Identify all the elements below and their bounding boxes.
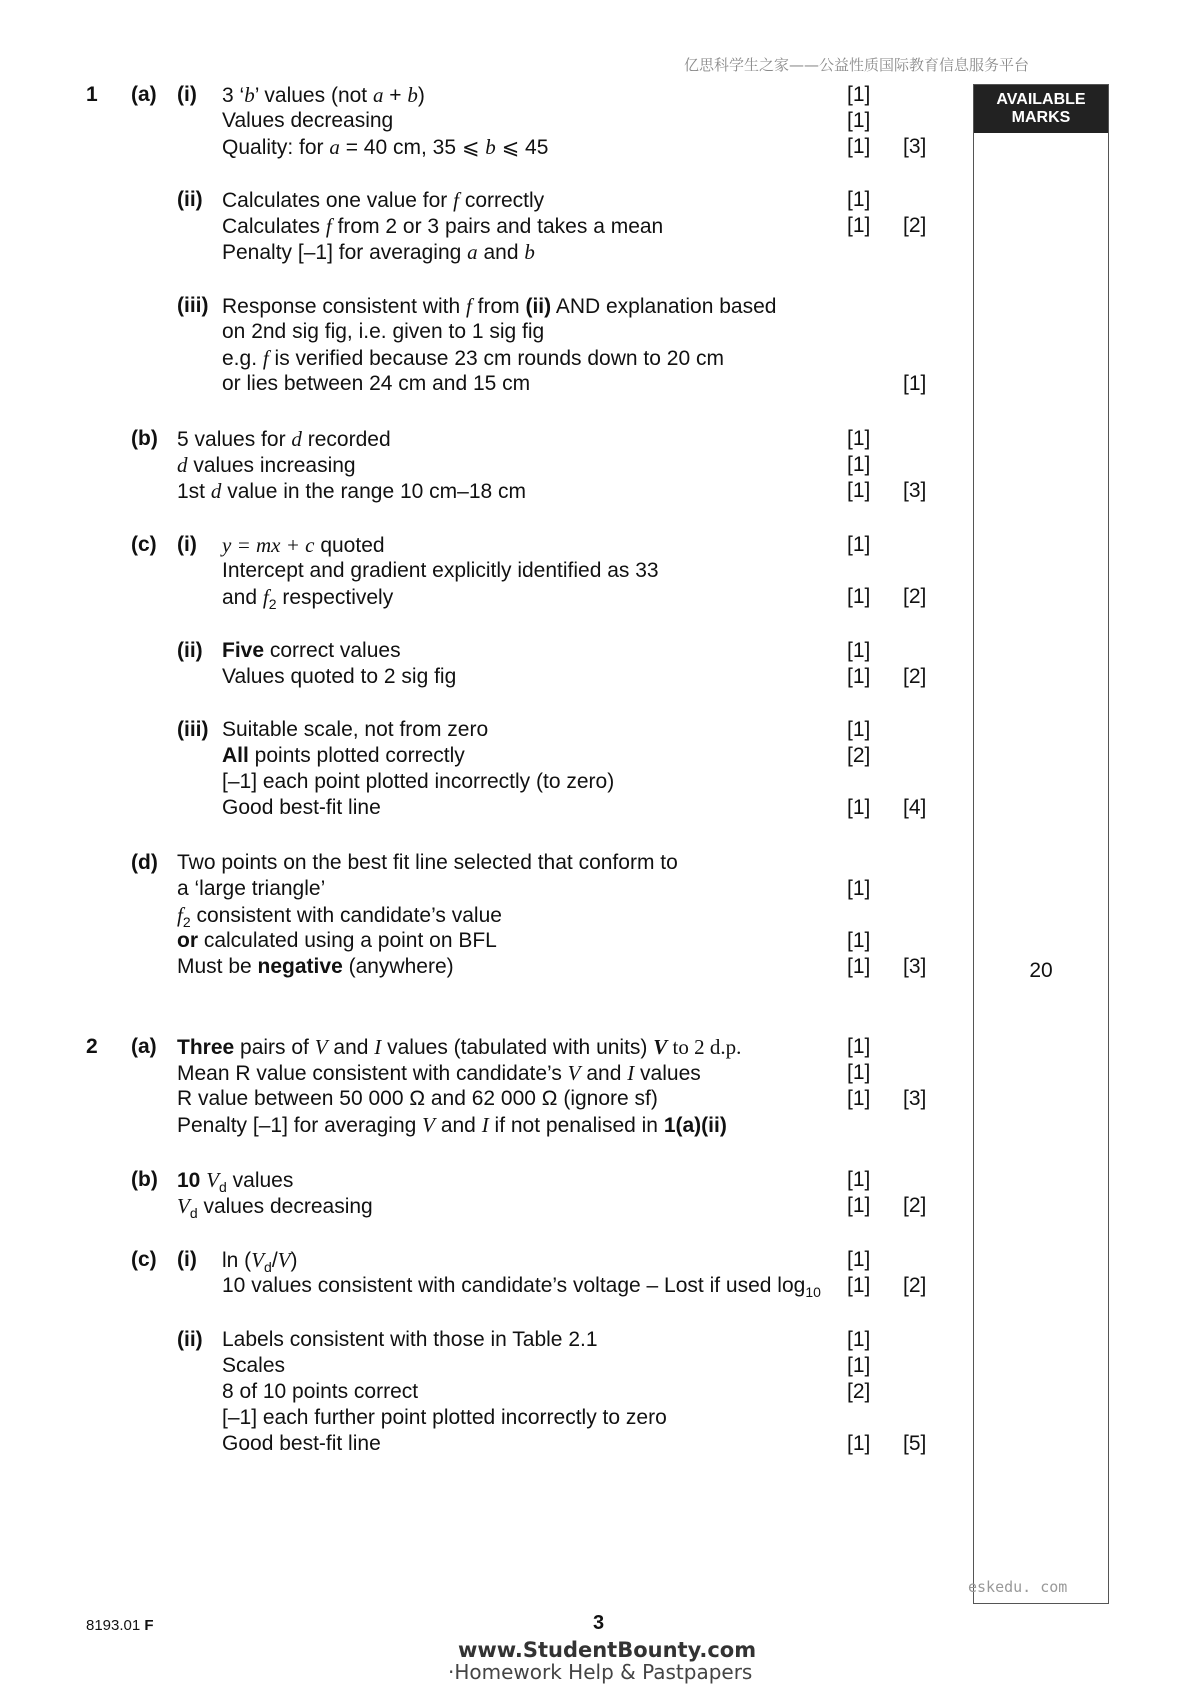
mark: [1]: [847, 796, 871, 819]
mark: [1]: [847, 1432, 871, 1455]
subpart-label: (i): [177, 533, 197, 556]
studentbounty-tagline: ·Homework Help & Pastpapers: [448, 1660, 753, 1684]
scheme-line: 10 values consistent with candidate’s voltage – Lost if used $\log_{10}$: [222, 1274, 821, 1300]
subtotal: [3]: [903, 955, 927, 978]
mark: [1]: [847, 1248, 871, 1271]
scheme-line: Calculates one value for f correctly: [222, 188, 545, 212]
available-marks-column: [973, 84, 1109, 1604]
mark: [1]: [847, 1035, 871, 1058]
scheme-line: on 2nd sig fig, i.e. given to 1 sig fig: [222, 320, 545, 343]
mark: [1]: [847, 1061, 871, 1084]
subtotal: [2]: [903, 1194, 927, 1217]
scheme-line: a ‘large triangle’: [177, 877, 326, 900]
subtotal: [4]: [903, 796, 927, 819]
scheme-line: Good best-fit line: [222, 796, 381, 819]
scheme-line: and $f_2$ respectively: [222, 585, 394, 612]
question-number: 2: [86, 1035, 98, 1058]
subtotal: [2]: [903, 214, 927, 237]
scheme-line: Labels consistent with those in Table 2.1: [222, 1328, 598, 1351]
scheme-line: y = mx + c quoted: [222, 533, 385, 557]
mark: [1]: [847, 877, 871, 900]
scheme-line: Penalty [–1] for averaging a and b: [222, 240, 535, 264]
q1-total-marks: 20: [1029, 959, 1053, 982]
scheme-line: Response consistent with f from (ii) AND explanation based: [222, 294, 777, 318]
mark: [1]: [847, 188, 871, 211]
scheme-line: 3 ‘b’ values (not a + b): [222, 83, 425, 107]
part-label: (b): [131, 1168, 158, 1191]
subtotal: [3]: [903, 479, 927, 502]
mark: [1]: [847, 83, 871, 106]
subtotal: [2]: [903, 665, 927, 688]
part-label: (d): [131, 851, 158, 874]
mark: [1]: [847, 718, 871, 741]
page-number: 3: [593, 1612, 605, 1634]
scheme-line: Mean R value consistent with candidate’s V and I values: [177, 1061, 701, 1085]
scheme-line: [–1] each further point plotted incorrectly to zero: [222, 1406, 667, 1429]
scheme-line: Good best-fit line: [222, 1432, 381, 1455]
mark: [2]: [847, 1380, 871, 1403]
scheme-line: R value between 50 000 Ω and 62 000 Ω (ignore sf): [177, 1087, 658, 1110]
scheme-line: All points plotted correctly: [222, 744, 465, 767]
part-label: (a): [131, 83, 157, 106]
subpart-label: (i): [177, 83, 197, 106]
part-label: (b): [131, 427, 158, 450]
subtotal: [3]: [903, 135, 927, 158]
mark: [1]: [847, 427, 871, 450]
mark: [1]: [847, 955, 871, 978]
scheme-line: $\ln (V_d/V)$: [222, 1248, 298, 1275]
mark: [1]: [847, 135, 871, 158]
paper-code: 8193.01 F: [86, 1617, 154, 1634]
mark: [1]: [847, 585, 871, 608]
part-label: (a): [131, 1035, 157, 1058]
mark: [1]: [847, 453, 871, 476]
header-watermark: 亿思科学生之家——公益性质国际教育信息服务平台: [684, 56, 1030, 74]
scheme-line: d values increasing: [177, 453, 356, 477]
scheme-line: or calculated using a point on BFL: [177, 929, 497, 952]
part-label: (c): [131, 533, 157, 556]
subpart-label: (iii): [177, 718, 209, 741]
mark: [2]: [847, 744, 871, 767]
eskedu-watermark: eskedu. com: [968, 1578, 1068, 1596]
scheme-line: [–1] each point plotted incorrectly (to zero): [222, 770, 615, 793]
part-label: (c): [131, 1248, 157, 1271]
scheme-line: 5 values for d recorded: [177, 427, 391, 451]
subpart-label: (iii): [177, 294, 209, 317]
studentbounty-link[interactable]: www.StudentBounty.com: [458, 1638, 757, 1662]
scheme-line: 10 $V_d$ values: [177, 1168, 294, 1195]
scheme-line: 1st d value in the range 10 cm–18 cm: [177, 479, 527, 503]
scheme-line: Must be negative (anywhere): [177, 955, 454, 978]
scheme-line: Penalty [–1] for averaging V and I if not penalised in 1(a)(ii): [177, 1113, 727, 1137]
subpart-label: (i): [177, 1248, 197, 1271]
scheme-line: e.g. f is verified because 23 cm rounds down to 20 cm: [222, 346, 724, 370]
scheme-line: Values decreasing: [222, 109, 394, 132]
mark: [1]: [847, 1354, 871, 1377]
mark: [1]: [847, 1168, 871, 1191]
mark: [1]: [847, 214, 871, 237]
subtotal: [5]: [903, 1432, 927, 1455]
mark: [1]: [847, 1328, 871, 1351]
scheme-line: Five correct values: [222, 639, 401, 662]
mark: [1]: [847, 1087, 871, 1110]
question-number: 1: [86, 83, 98, 106]
mark: [1]: [847, 109, 871, 132]
scheme-line: Scales: [222, 1354, 286, 1377]
subtotal: [2]: [903, 585, 927, 608]
scheme-line: Calculates f from 2 or 3 pairs and takes a mean: [222, 214, 664, 238]
subtotal: [3]: [903, 1087, 927, 1110]
mark: [1]: [847, 1194, 871, 1217]
scheme-line: Quality: for a = 40 cm, 35 ⩽ b ⩽ 45: [222, 135, 549, 159]
scheme-line: $f_2$ consistent with candidate’s value: [177, 903, 502, 930]
subpart-label: (ii): [177, 188, 203, 211]
mark: [1]: [847, 929, 871, 952]
mark: [1]: [847, 665, 871, 688]
scheme-line: Suitable scale, not from zero: [222, 718, 489, 741]
mark: [1]: [847, 1274, 871, 1297]
subtotal: [2]: [903, 1274, 927, 1297]
available-marks-heading: AVAILABLE MARKS: [974, 85, 1108, 133]
mark: [1]: [847, 639, 871, 662]
subpart-label: (ii): [177, 1328, 203, 1351]
scheme-line: Two points on the best fit line selected that conform to: [177, 851, 678, 874]
scheme-line: $V_d$ values decreasing: [177, 1194, 373, 1221]
scheme-line: or lies between 24 cm and 15 cm: [222, 372, 531, 395]
subtotal: [1]: [903, 372, 927, 395]
subpart-label: (ii): [177, 639, 203, 662]
scheme-line: Intercept and gradient explicitly identified as 33: [222, 559, 659, 582]
scheme-line: Three pairs of V and I values (tabulated with units) V to 2 d.p.: [177, 1035, 742, 1059]
mark: [1]: [847, 479, 871, 502]
scheme-line: Values quoted to 2 sig fig: [222, 665, 457, 688]
scheme-line: 8 of 10 points correct: [222, 1380, 419, 1403]
mark: [1]: [847, 533, 871, 556]
